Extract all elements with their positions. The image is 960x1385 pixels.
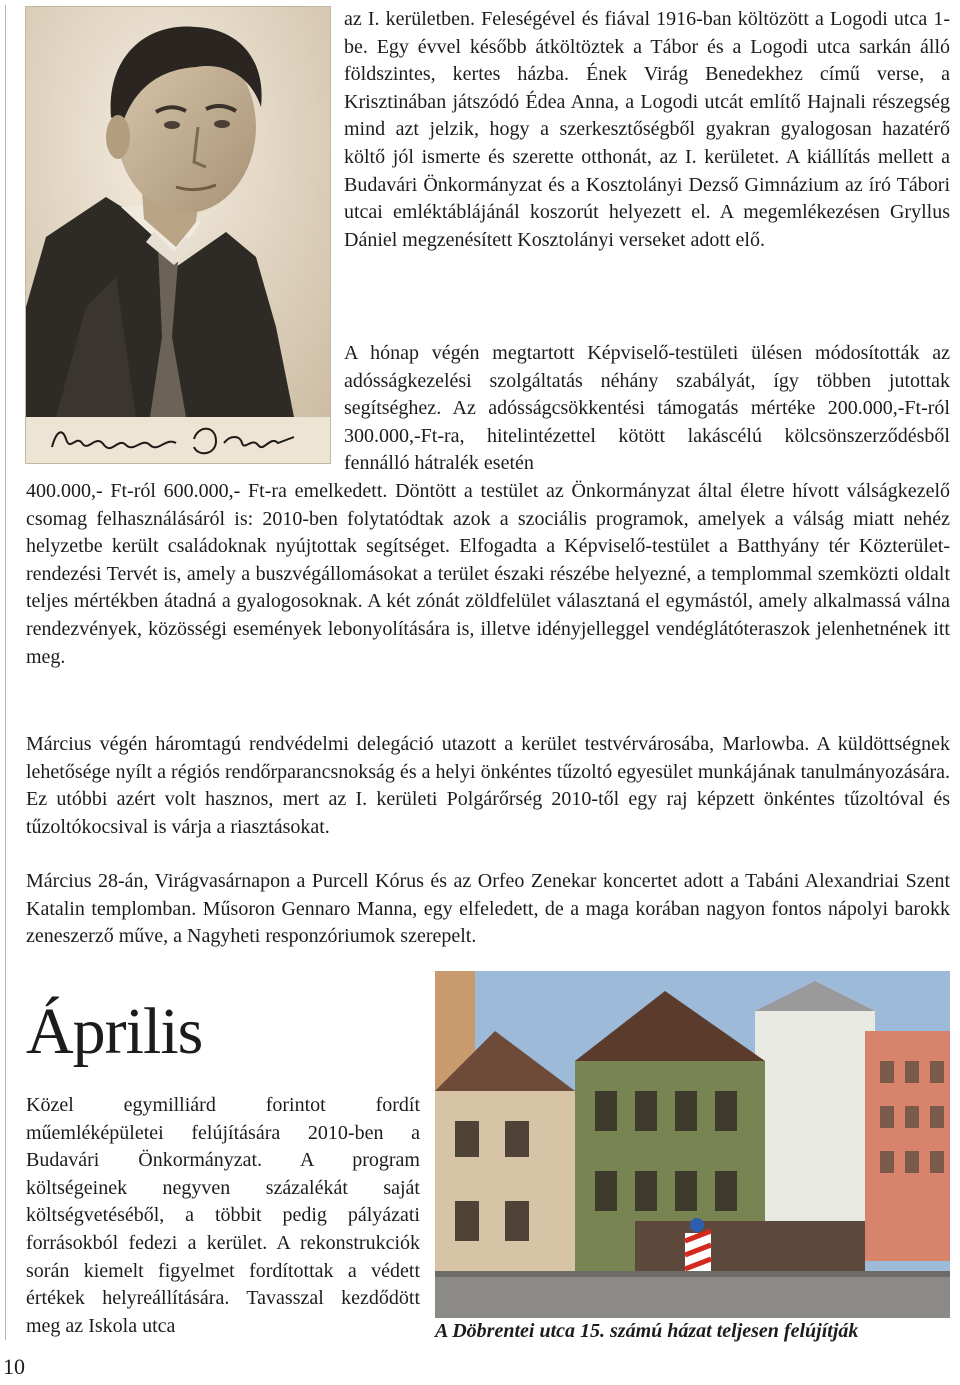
paragraph-council-a: A hónap végén megtartott Képviselő-testületi ülésen módosították az adósságkezelési szolgáltatás néhány szabályát, így többen jutottak segítséghez. Az adósságcsökkentési támogatás mértéke 200.000,-Ft-ról 300.000,-Ft-ra, hitelintézettel kötött lakáscélú kölcsönszerződésből fennálló hátralék esetén [344,342,950,475]
building-photo [435,971,950,1318]
margin-rule [5,5,6,1340]
paragraph-council-b: 400.000,- Ft-ról 600.000,- Ft-ra emelkedett. Döntött a testület az Önkormányzat által életre hívott válságkezelő csomag felhasználásáról is: 2010-ben folytatódtak azok a szociális programok, amelyek a válság miatt nehéz helyzetbe került családoknak nyújtottak segítséget. Elfogadta a Képviselő-testület a Batthyány tér Közterület-rendezési Tervét is, amely a buszvégállomásokat a terület északi részébe helyezné, a templommal szemközti oldalt teljes mértékben átadná a gyalogosoknak. A két zónát zöldfelület választaná el egymástól, amely alkalmassá válna rendezvények, közösségi események lebonyolítására is, illetve idényjelleggel vendéglátóteraszok jelenhetnének itt meg. [26,480,950,668]
section-heading-april: Április [26,995,203,1068]
photo-caption: A Döbrentei utca 15. számú házat teljesen felújítják [435,1320,859,1342]
paragraph-marlow: Március végén háromtagú rendvédelmi delegáció utazott a kerület testvérvárosába, Marlowba. A küldöttségnek lehetősége nyílt a régiós rendőrparancsnokság és a helyi önkéntes tűzoltó egyesület munkájának tanulmányozására. Ez utóbbi azért volt hasznos, mert az I. kerületi Polgárőrség 2010-től egy raj képzett önkéntes tűzoltóval és tűzoltókocsival is várja a riasztásokat. [26,733,950,838]
paragraph-kosztolanyi: az I. kerületben. Feleségével és fiával 1916-ban költözött a Logodi utca 1-be. Egy évvel később átköltöztek a Tábor és a Logodi utca sarkán álló földszintes, kertes házba. Ének Virág Benedekhez című verse, a Krisztinában játszódó Édea Anna, a Logodi utcát említő Hajnali részegség mind azt jelzik, hogy a szerkesztőségből gyakran gyalogosan hazatérő költő jól ismerte és szerette otthonát, az I. kerületet. A kiállítás mellett a Budavári Önkormányzat és a Kosztolányi Dezső Gimnázium az író Tábori utcai emléktáblájánál koszorút helyezett el. A megemlékezésen Gryllus Dániel megzenésített Kosztolányi verseket adott elő. [344,8,950,251]
paragraph-concert: Március 28-án, Virágvasárnapon a Purcell Kórus és az Orfeo Zenekar koncertet adott a Tabáni Alexandriai Szent Katalin templomban. Műsoron Gennaro Manna, egy elfeledett, de a maga korában nagyon fontos nápolyi barokk zeneszerző műve, a Nagyheti responzóriumok szerepelt. [26,870,950,948]
page-number: 10 [3,1354,25,1379]
building-illustration [435,971,950,1318]
paragraph-april: Közel egymilliárd forintot fordít műemléképületei felújítására 2010-ben a Budavári Önkormányzat. A program költségeinek negyven százalékát saját költségvetéséből, a többit pedig pályázati forrásokból fedezi a kerület. A rekonstrukciók során kiemelt figyelmet fordítottak a védett értékek helyreállítására. Tavasszal kezdődött meg az Iskola utca [26,1094,420,1337]
portrait-illustration [26,7,330,463]
portrait-photo [25,6,331,464]
